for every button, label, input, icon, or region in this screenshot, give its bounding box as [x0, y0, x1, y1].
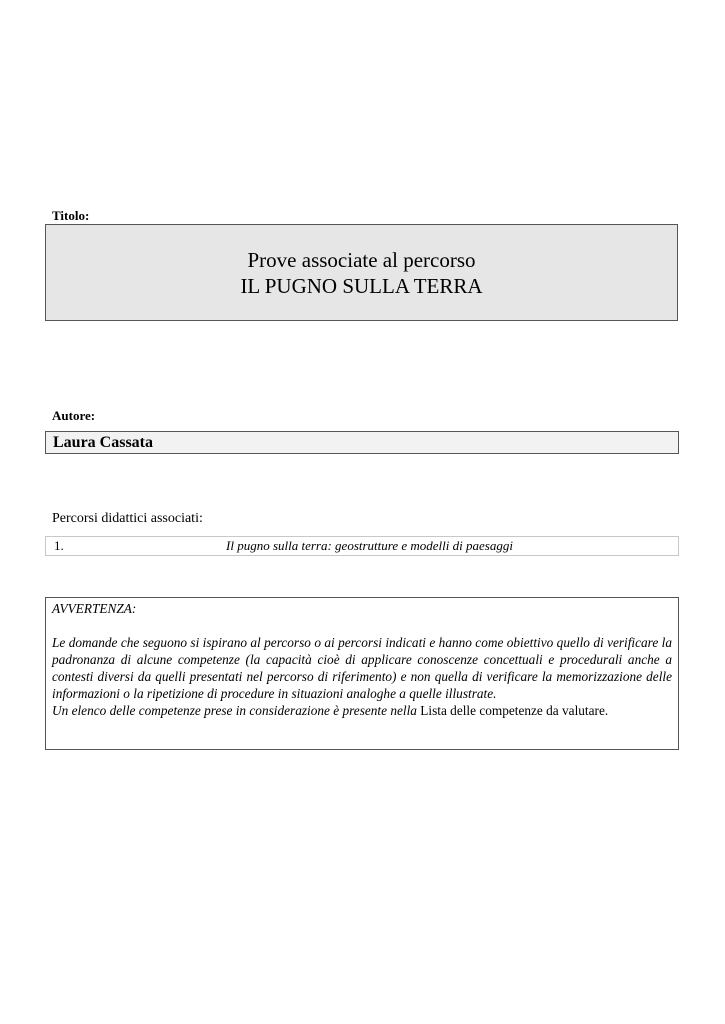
author-name: Laura Cassata [53, 434, 154, 451]
author-label: Autore: [52, 408, 96, 423]
title-line-2: IL PUGNO SULLA TERRA [240, 274, 483, 298]
percorso-title: Il pugno sulla terra: geostrutture e modelli di paesaggi [226, 538, 513, 553]
title-box [45, 224, 678, 321]
competence-list-link[interactable]: Lista delle competenze da valutare [420, 703, 605, 718]
title-line-1: Prove associate al percorso [247, 248, 476, 272]
title-label: Titolo: [52, 208, 90, 223]
warning-last-text: Un elenco delle competenze prese in considerazione è presente nella [52, 703, 417, 718]
percorso-row [45, 536, 679, 556]
warning-heading: AVVERTENZA: [52, 601, 137, 616]
warning-body: Le domande che seguono si ispirano al percorso o ai percorsi indicati e hanno come obiettivo quello di verificare la padronanza di alcune competenze (la capacità cioè di applicare conoscenze concettuali e procedurali anche a contesti diversi da quelli presentati nel percorso di riferimento) e non quella di verificare la memorizzazione delle informazioni o la ripetizione di procedure in situazioni analoghe a quelle illustrate. [52, 635, 672, 701]
warning-last-end: . [604, 703, 609, 718]
warning-box [45, 597, 679, 750]
percorsi-label: Percorsi didattici associati: [52, 511, 203, 526]
warning-last-line [52, 702, 672, 719]
author-box [45, 431, 679, 454]
percorso-number: 1. [54, 538, 64, 553]
